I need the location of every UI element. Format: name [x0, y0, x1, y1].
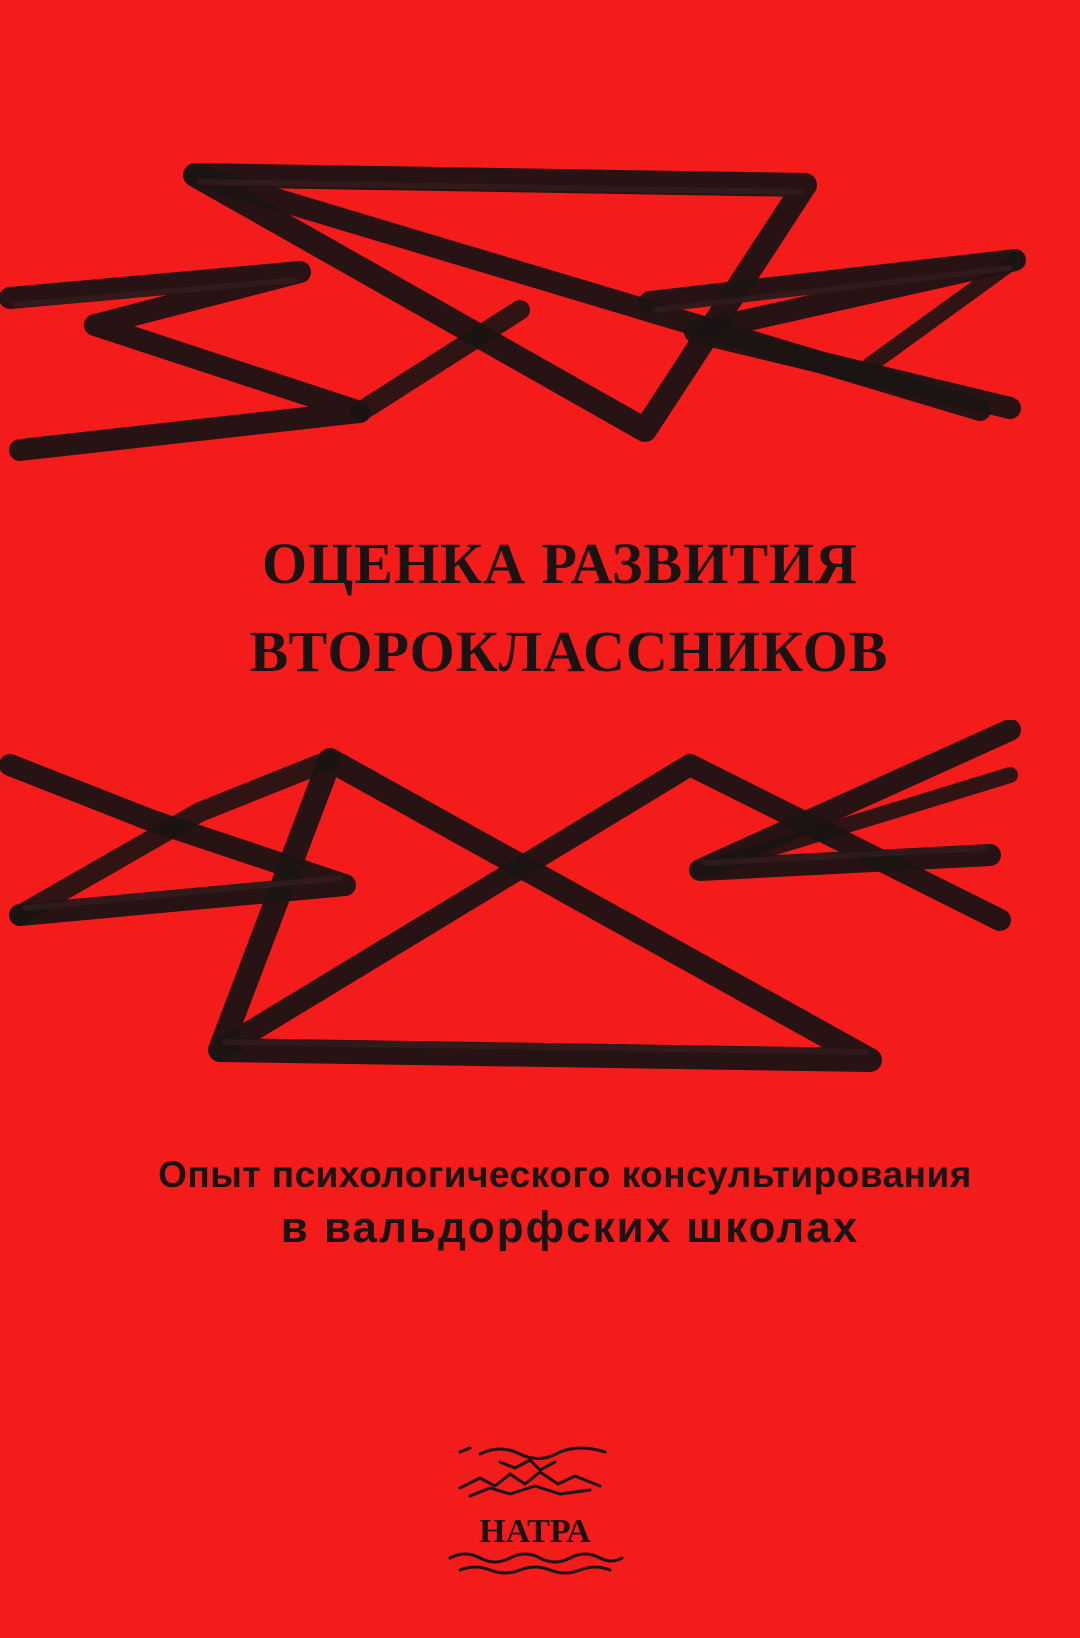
publisher-logo-text: НАТРА — [479, 1513, 591, 1550]
publisher-logo-icon — [440, 1440, 630, 1580]
title-line-2: ВТОРОКЛАССНИКОВ — [249, 619, 889, 684]
subtitle-line-1: Опыт психологического консультирования — [158, 1154, 972, 1195]
subtitle-line-2: в вальдорфских школах — [280, 1203, 860, 1252]
book-subtitle — [0, 1150, 1080, 1256]
bottom-crayon-ornament-icon — [0, 720, 1080, 1110]
top-crayon-ornament-icon — [0, 150, 1080, 490]
title-line-1: ОЦЕНКА РАЗВИТИЯ — [261, 531, 859, 596]
book-title — [0, 520, 1080, 696]
